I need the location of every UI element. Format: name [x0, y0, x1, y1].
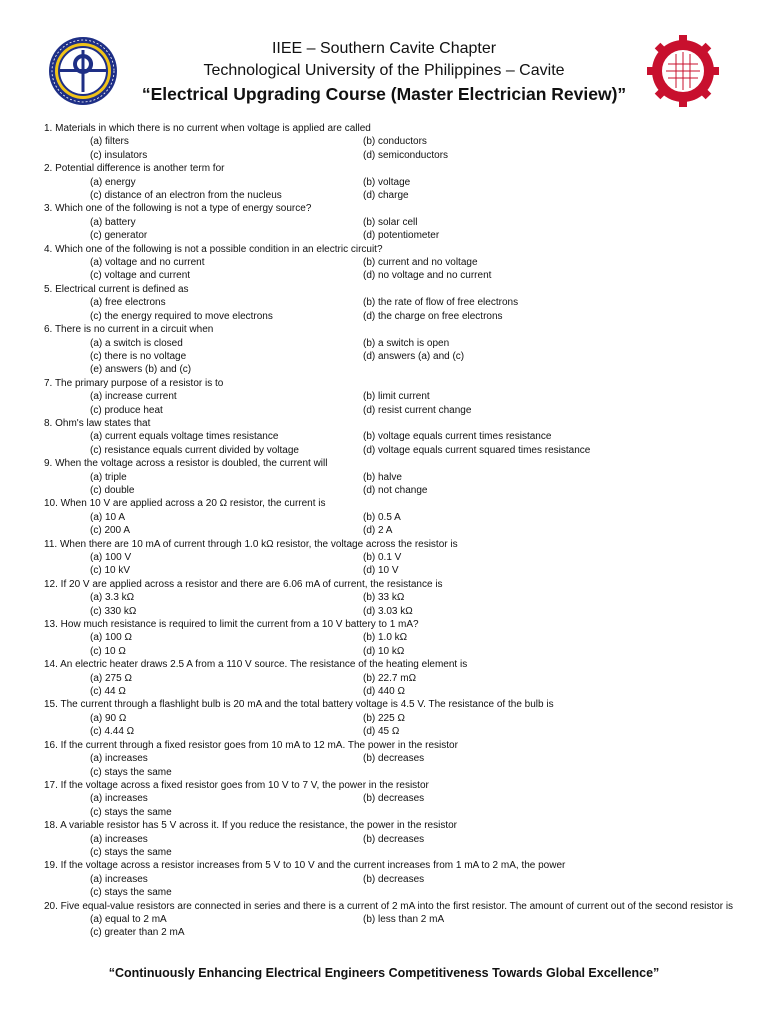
option-row [44, 350, 734, 363]
option-row [44, 444, 734, 457]
answer-option: (d) semiconductors [363, 149, 449, 161]
question-stem: 10. When 10 V are applied across a 20 Ω resistor, the current is [44, 498, 326, 510]
option-row [44, 913, 734, 926]
answer-option: (c) 4.44 Ω [90, 726, 135, 738]
answer-option: (b) 33 kΩ [363, 592, 405, 604]
answer-option: (b) conductors [363, 136, 427, 148]
answer-option: (c) distance of an electron from the nucleus [90, 190, 282, 202]
option-row [44, 216, 734, 229]
question-stem: 7. The primary purpose of a resistor is to [44, 377, 224, 389]
answer-option: (b) voltage [363, 176, 411, 188]
question-8 [44, 417, 734, 457]
question-7 [44, 377, 734, 417]
answer-option: (c) produce heat [90, 404, 163, 416]
answer-option: (a) filters [90, 136, 129, 148]
answer-option: (c) 330 kΩ [90, 605, 137, 617]
option-row [44, 135, 734, 148]
answer-option: (c) voltage and current [90, 270, 191, 282]
question-13 [44, 618, 734, 658]
answer-option: (e) answers (b) and (c) [90, 364, 192, 376]
answer-option: (d) voltage equals current squared times resistance [363, 444, 591, 456]
answer-option: (b) current and no voltage [363, 257, 478, 269]
option-row [44, 833, 734, 846]
footer-motto: “Continuously Enhancing Electrical Engineers Competitiveness Towards Global Excellence” [108, 966, 660, 980]
question-stem: 3. Which one of the following is not a type of energy source? [44, 203, 312, 215]
answer-option: (c) stays the same [90, 766, 172, 778]
answer-option: (d) 3.03 kΩ [363, 605, 413, 617]
answer-option: (d) not change [363, 484, 428, 496]
question-20 [44, 900, 734, 940]
answer-option: (a) increase current [90, 391, 177, 403]
option-row [44, 229, 734, 242]
answer-option: (a) 100 Ω [90, 632, 132, 644]
answer-option: (d) 2 A [363, 525, 393, 537]
option-row [44, 792, 734, 805]
answer-option: (b) the rate of flow of free electrons [363, 297, 519, 309]
option-row [44, 310, 734, 323]
answer-option: (b) 22.7 mΩ [363, 672, 417, 684]
answer-option: (a) increases [90, 753, 148, 765]
answer-option: (c) 200 A [90, 525, 131, 537]
question-stem: 19. If the voltage across a resistor increases from 5 V to 10 V and the current increases from 1 mA to 2 mA, the power [44, 860, 566, 872]
answer-option: (b) voltage equals current times resistance [363, 431, 552, 443]
option-row [44, 605, 734, 618]
answer-option: (d) charge [363, 190, 409, 202]
answer-option: (d) potentiometer [363, 230, 440, 242]
question-1 [44, 122, 734, 162]
chapter-title: IIEE – Southern Cavite Chapter [271, 40, 497, 57]
answer-option: (a) energy [90, 176, 136, 188]
university-title: Technological University of the Philippines – Cavite [203, 62, 565, 79]
answer-option: (a) voltage and no current [90, 257, 205, 269]
option-row [44, 752, 734, 765]
option-row [44, 390, 734, 403]
question-3 [44, 202, 734, 242]
answer-option: (b) decreases [363, 833, 425, 845]
question-stem: 14. An electric heater draws 2.5 A from a 110 V source. The resistance of the heating element is [44, 659, 468, 671]
answer-option: (c) stays the same [90, 806, 172, 818]
question-14 [44, 658, 734, 698]
answer-option: (c) 10 Ω [90, 645, 126, 657]
answer-option: (b) decreases [363, 793, 425, 805]
option-row [44, 511, 734, 524]
answer-option: (a) battery [90, 216, 136, 228]
option-row [44, 672, 734, 685]
answer-option: (a) current equals voltage times resistance [90, 431, 279, 443]
answer-option: (c) 44 Ω [90, 686, 126, 698]
course-title: “Electrical Upgrading Course (Master Electrician Review)” [141, 84, 627, 104]
answer-option: (c) the energy required to move electrons [90, 310, 273, 322]
question-12 [44, 578, 734, 618]
question-19 [44, 859, 734, 899]
question-stem: 12. If 20 V are applied across a resistor and there are 6.06 mA of current, the resistance is [44, 578, 443, 590]
answer-option: (b) decreases [363, 753, 425, 765]
question-stem: 13. How much resistance is required to limit the current from a 10 V battery to 1 mA? [44, 619, 419, 631]
question-stem: 15. The current through a flashlight bulb is 20 mA and the total battery voltage is 4.5 V. The resistance of the bulb is [44, 699, 554, 711]
answer-option: (b) halve [363, 471, 402, 483]
question-18 [44, 819, 734, 859]
answer-option: (a) 100 V [90, 552, 132, 563]
question-4 [44, 243, 734, 283]
answer-option: (a) free electrons [90, 297, 166, 309]
answer-option: (c) resistance equals current divided by voltage [90, 444, 299, 456]
answer-option: (d) answers (a) and (c) [363, 350, 465, 362]
option-row [44, 846, 734, 859]
question-stem: 8. Ohm's law states that [44, 417, 151, 429]
answer-option: (b) a switch is open [363, 337, 450, 349]
answer-option: (c) stays the same [90, 846, 172, 858]
answer-option: (a) 3.3 kΩ [90, 592, 135, 604]
option-row [44, 404, 734, 417]
answer-option: (a) increases [90, 833, 148, 845]
answer-option: (b) decreases [363, 873, 425, 885]
option-row [44, 926, 734, 939]
answer-option: (c) 10 kV [90, 565, 131, 577]
option-row [44, 471, 734, 484]
answer-option: (d) the charge on free electrons [363, 310, 503, 322]
option-row [44, 189, 734, 202]
question-9 [44, 457, 734, 497]
answer-option: (a) 10 A [90, 511, 126, 523]
answer-option: (b) 0.5 A [363, 511, 401, 523]
option-row [44, 591, 734, 604]
answer-option: (d) 440 Ω [363, 686, 405, 698]
option-row [44, 337, 734, 350]
answer-option: (a) triple [90, 471, 127, 483]
option-row [44, 430, 734, 443]
question-stem: 6. There is no current in a circuit when [44, 324, 214, 336]
option-row [44, 269, 734, 282]
answer-option: (d) 45 Ω [363, 726, 400, 738]
option-row [44, 645, 734, 658]
answer-option: (a) increases [90, 873, 148, 885]
answer-option: (b) limit current [363, 391, 430, 403]
answer-option: (d) resist current change [363, 404, 472, 416]
option-row [44, 766, 734, 779]
option-row [44, 725, 734, 738]
question-stem: 5. Electrical current is defined as [44, 283, 189, 295]
answer-option: (c) insulators [90, 149, 148, 161]
answer-option: (a) 90 Ω [90, 712, 127, 724]
answer-option: (d) 10 V [363, 565, 399, 577]
question-stem: 16. If the current through a fixed resistor goes from 10 mA to 12 mA. The power in the resistor [44, 739, 458, 751]
question-stem: 11. When there are 10 mA of current through 1.0 kΩ resistor, the voltage across the resistor is [44, 538, 458, 550]
option-row [44, 551, 734, 564]
question-stem: 17. If the voltage across a fixed resistor goes from 10 V to 7 V, the power in the resistor [44, 779, 429, 791]
answer-option: (b) 1.0 kΩ [363, 632, 408, 644]
answer-option: (c) generator [90, 230, 148, 242]
question-2 [44, 162, 734, 202]
option-row [44, 685, 734, 698]
option-row [44, 296, 734, 309]
question-11 [44, 538, 734, 578]
answer-option: (b) solar cell [363, 216, 418, 228]
answer-option: (d) 10 kΩ [363, 645, 405, 657]
question-stem: 9. When the voltage across a resistor is doubled, the current will [44, 458, 328, 470]
question-10 [44, 497, 734, 537]
answer-option: (b) 0.1 V [363, 552, 402, 563]
question-stem: 1. Materials in which there is no current when voltage is applied are called [44, 123, 371, 134]
option-row [44, 484, 734, 497]
question-stem: 20. Five equal-value resistors are connected in series and there is a current of 2 mA into the first resistor. The amount of current out of the second resistor is [44, 900, 734, 912]
option-row [44, 524, 734, 537]
answer-option: (c) stays the same [90, 887, 172, 899]
answer-option: (a) equal to 2 mA [90, 913, 167, 925]
question-stem: 18. A variable resistor has 5 V across it. If you reduce the resistance, the power in the resistor [44, 820, 457, 832]
option-row [44, 873, 734, 886]
answer-option: (a) increases [90, 793, 148, 805]
question-15 [44, 698, 734, 738]
answer-option: (c) greater than 2 mA [90, 927, 185, 939]
question-stem: 2. Potential difference is another term for [44, 163, 225, 175]
option-row [44, 176, 734, 189]
answer-option: (d) no voltage and no current [363, 270, 492, 282]
answer-option: (c) there is no voltage [90, 350, 187, 362]
question-5 [44, 283, 734, 323]
option-row [44, 149, 734, 162]
answer-option: (a) a switch is closed [90, 337, 183, 349]
question-stem: 4. Which one of the following is not a possible condition in an electric circuit? [44, 243, 383, 255]
document-header [0, 0, 768, 118]
option-row [44, 631, 734, 644]
question-list [44, 122, 734, 940]
option-row [44, 712, 734, 725]
option-row [44, 806, 734, 819]
answer-option: (c) double [90, 484, 135, 496]
question-17 [44, 779, 734, 819]
question-6 [44, 323, 734, 377]
answer-option: (b) 225 Ω [363, 712, 405, 724]
answer-option: (b) less than 2 mA [363, 913, 445, 925]
option-row [44, 363, 734, 376]
answer-option: (a) 275 Ω [90, 672, 132, 684]
option-row [44, 564, 734, 577]
option-row [44, 256, 734, 269]
question-16 [44, 739, 734, 779]
option-row [44, 886, 734, 899]
